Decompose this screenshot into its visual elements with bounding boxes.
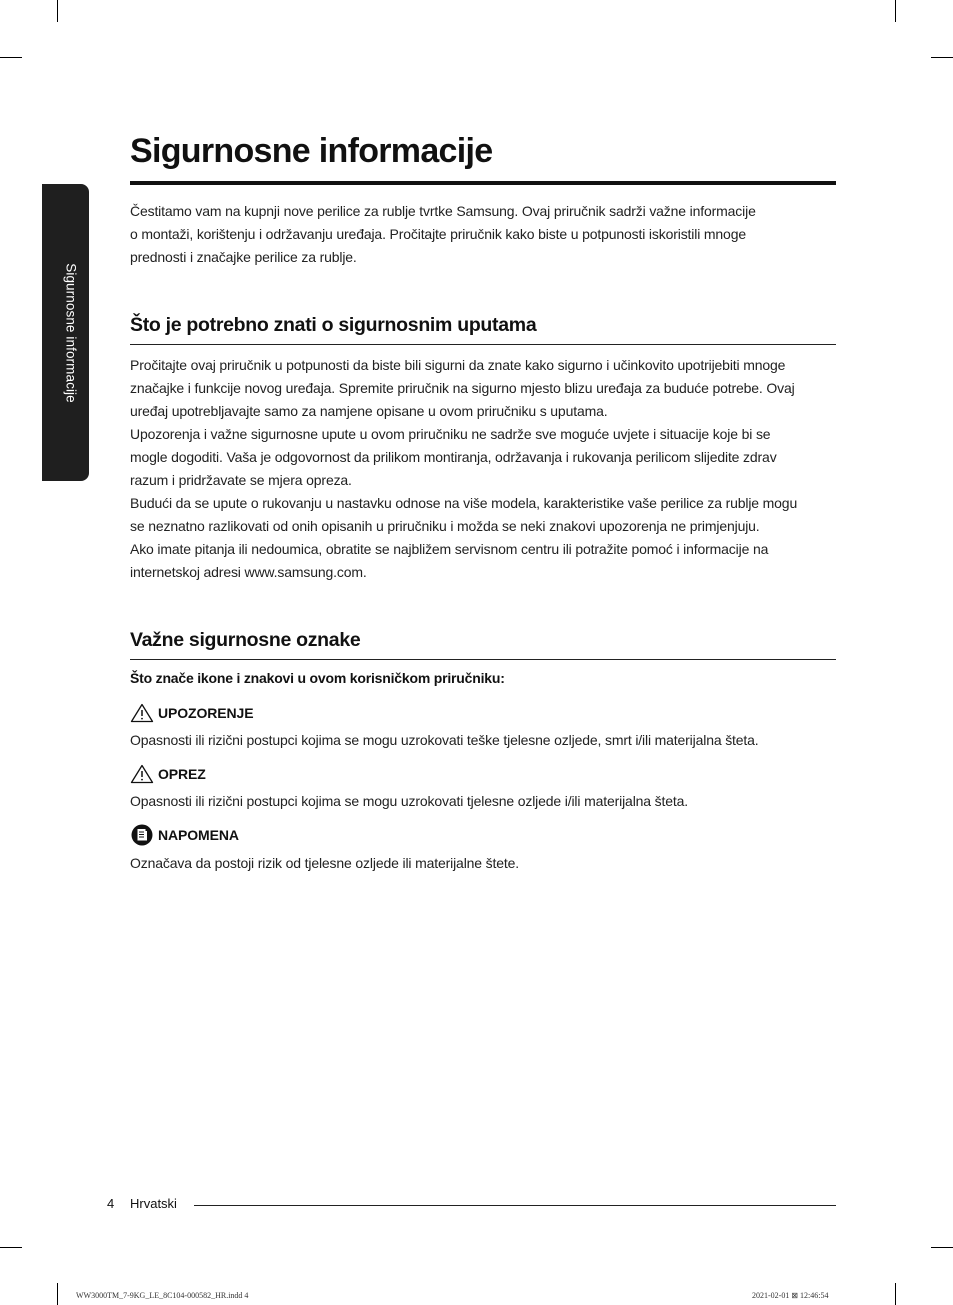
body-line: se neznatno razlikovati od onih opisanih u priručniku i možda se neki znakovi upozorenja ne primjenjuju. <box>130 518 760 534</box>
body-line: uređaj upotrebljavajte samo za namjene opisane u ovom priručniku s uputama. <box>130 403 608 419</box>
crop-mark <box>931 57 953 58</box>
intro-line: prednosti i značajke perilice za rublje. <box>130 249 357 265</box>
crop-mark <box>57 0 58 22</box>
crop-mark <box>895 1283 896 1305</box>
notice-caution-description: Opasnosti ili rizični postupci kojima se mogu uzrokovati tjelesne ozljede i/ili materijalna šteta. <box>130 793 689 809</box>
symbols-subheading: Što znače ikone i znakovi u ovom korisničkom priručniku: <box>130 670 505 686</box>
crop-mark <box>0 57 22 58</box>
warning-triangle-icon <box>130 703 154 723</box>
body-line: Upozorenja i važne sigurnosne upute u ovom priručniku ne sadrže sve moguće uvjete i situacije koje bi se <box>130 426 771 442</box>
body-line: Budući da se upute o rukovanju u nastavku odnose na više modela, karakteristike vaše perilice za rublje mogu <box>130 495 798 511</box>
intro-line: Čestitamo vam na kupnji nove perilice za rublje tvrtke Samsung. Ovaj priručnik sadrži važne informacije <box>130 203 756 219</box>
notice-note-description: Označava da postoji rizik od tjelesne ozljede ili materijalne štete. <box>130 855 520 871</box>
footer-divider <box>194 1205 836 1206</box>
print-slug-datetime: 2021-02-01 ⊠ 12:46:54 <box>752 1291 829 1300</box>
notice-note <box>130 823 239 847</box>
chapter-side-tab-label: Sigurnosne informacije <box>63 263 79 403</box>
crop-mark <box>0 1247 22 1248</box>
intro-paragraph <box>130 200 810 269</box>
notice-label: NAPOMENA <box>158 827 239 843</box>
body-line: Ako imate pitanja ili nedoumica, obratite se najbližem servisnom centru ili potražite pomoć i informacije na <box>130 541 769 557</box>
notice-warning <box>130 701 253 725</box>
body-line: značajke i funkcije novog uređaja. Spremite priručnik na sigurno mjesto blizu uređaja za buduće potrebe. Ovaj <box>130 380 795 396</box>
crop-mark <box>895 0 896 22</box>
footer-language: Hrvatski <box>130 1196 177 1211</box>
safety-instructions-body <box>130 354 842 584</box>
body-line: mogle dogoditi. Vaša je odgovornost da prilikom montiranja, održavanja i rukovanja perilicom slijedite zdrav <box>130 449 777 465</box>
title-divider <box>130 181 836 185</box>
body-line: internetskoj adresi www.samsung.com. <box>130 564 367 580</box>
section-heading-safety-instructions: Što je potrebno znati o sigurnosnim uputama <box>130 314 537 336</box>
body-line: Pročitajte ovaj priručnik u potpunosti da biste bili sigurni da znate kako sigurno i učinkovito upotrijebiti mnoge <box>130 357 786 373</box>
caution-triangle-icon <box>130 764 154 784</box>
intro-line: o montaži, korištenju i održavanju uređaja. Pročitajte priručnik kako biste u potpunosti iskoristili mnoge <box>130 226 746 242</box>
notice-label: UPOZORENJE <box>158 705 254 721</box>
section-heading-safety-symbols: Važne sigurnosne oznake <box>130 629 361 651</box>
page-number: 4 <box>107 1196 115 1211</box>
section-divider <box>130 344 836 345</box>
notice-caution <box>130 762 206 786</box>
crop-mark <box>57 1283 58 1305</box>
print-slug-file: WW3000TM_7-9KG_LE_8C104-000582_HR.indd 4 <box>76 1291 249 1300</box>
notice-warning-description: Opasnosti ili rizični postupci kojima se mogu uzrokovati teške tjelesne ozljede, smrt i/ili materijalna šteta. <box>130 732 759 748</box>
note-icon <box>130 824 154 846</box>
section-divider <box>130 659 836 660</box>
page-title: Sigurnosne informacije <box>130 132 493 170</box>
crop-mark <box>931 1247 953 1248</box>
body-line: razum i pridržavate se mjera opreza. <box>130 472 352 488</box>
notice-label: OPREZ <box>158 766 206 782</box>
